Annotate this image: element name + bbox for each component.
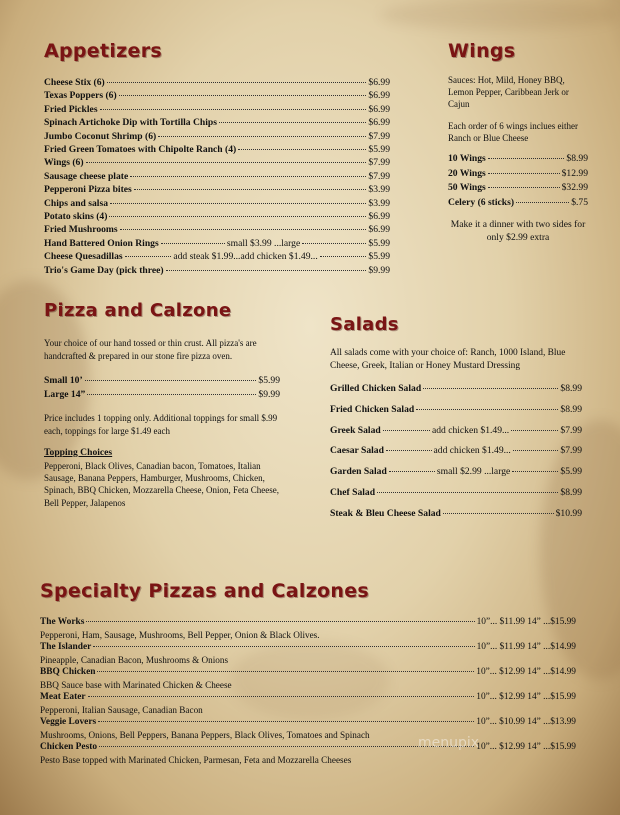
item-price: $7.99 (560, 424, 582, 436)
item-price: $3.99 (368, 197, 390, 209)
item-name: Wings (6) (44, 157, 84, 169)
item-price: $10.99 (555, 507, 582, 519)
item-name: 20 Wings (448, 167, 486, 179)
pizza-size-row (44, 374, 280, 388)
item-price: $6.99 (368, 77, 390, 88)
item-price: $5.99 (368, 251, 390, 263)
wings-list (448, 152, 588, 210)
item-price: $6.99 (368, 90, 390, 102)
salad-row (330, 403, 582, 417)
specialty-name: Veggie Lovers (40, 717, 97, 727)
dot-leader (386, 450, 432, 451)
specialty-row (40, 716, 576, 729)
dot-leader (488, 173, 560, 174)
dot-leader (443, 513, 554, 514)
dot-leader (86, 162, 367, 163)
item-price: $12.99 (561, 167, 588, 179)
item-price: $7.99 (368, 170, 390, 182)
specialty-name: Meat Eater (40, 692, 86, 702)
specialty-row (40, 666, 576, 679)
item-name: Cheese Stix (6) (44, 77, 105, 88)
item-name: Grilled Chicken Salad (330, 383, 422, 394)
wing-row (448, 167, 588, 182)
salad-row (330, 382, 582, 396)
specialty-description: Pepperoni, Italian Sausage, Canadian Bacon (40, 704, 203, 715)
item-extra: add chicken $1.49... (433, 445, 511, 457)
specialty-row (40, 616, 576, 629)
dot-leader (88, 696, 475, 697)
dot-leader (87, 394, 256, 395)
specialty-section (40, 580, 576, 766)
dot-leader (100, 109, 367, 110)
specialty-prices: 10”... $11.99 14” ...$14.99 (476, 642, 576, 652)
specialty-description: Mushrooms, Onions, Bell Peppers, Banana Peppers, Black Olives, Tomatoes and Spinach (40, 729, 370, 740)
dot-leader (107, 82, 367, 83)
item-name: Greek Salad (330, 424, 381, 436)
salad-row (330, 444, 582, 458)
dot-leader (488, 158, 565, 159)
specialty-prices: 10”... $12.99 14” ...$14.99 (476, 667, 576, 677)
item-price: $3.99 (368, 184, 390, 196)
specialty-row (40, 741, 576, 754)
dot-leader (416, 409, 558, 410)
specialty-row (40, 641, 576, 654)
specialty-name: BBQ Chicken (40, 667, 96, 677)
dot-leader (98, 721, 474, 722)
item-price: $.75 (571, 196, 588, 208)
item-name: Chef Salad (330, 486, 376, 498)
salads-intro: All salads come with your choice of: Ranch, 1000 Island, Blue Cheese, Greek, Italian or Honey Mustard Dressing (330, 348, 566, 371)
appetizer-row (44, 76, 390, 89)
specialty-name: The Works (40, 617, 85, 627)
topping-choices-heading: Topping Choices (44, 447, 113, 458)
dot-leader (219, 122, 366, 123)
dot-leader (125, 256, 172, 257)
item-price: $6.99 (368, 211, 390, 223)
dot-leader (85, 380, 257, 381)
item-name: Hand Battered Onion Rings (44, 237, 159, 249)
item-price: $6.99 (368, 224, 390, 236)
item-name: Fried Chicken Salad (330, 403, 415, 415)
appetizer-row (44, 183, 390, 196)
item-name: Garden Salad (330, 466, 387, 478)
specialty-description: BBQ Sauce base with Marinated Chicken & Cheese (40, 679, 232, 690)
item-price: $5.99 (368, 237, 390, 249)
pizza-heading: Pizza and Calzone (44, 300, 232, 321)
dot-leader (377, 492, 558, 493)
specialty-description: Pesto Base topped with Marinated Chicken, Parmesan, Feta and Mozzarella Cheeses (40, 754, 352, 765)
wing-row (448, 181, 588, 196)
wing-row (448, 196, 588, 211)
dot-leader (302, 243, 366, 244)
item-extra: add chicken $1.49... (431, 424, 510, 436)
specialty-description: Pepperoni, Ham, Sausage, Mushrooms, Bell Pepper, Onion & Black Olives. (40, 629, 320, 640)
salad-row (330, 465, 582, 479)
item-name: Small 10’ (44, 375, 83, 386)
dot-leader (86, 621, 474, 622)
pizza-size-row (44, 388, 280, 402)
item-name: Chips and salsa (44, 197, 108, 209)
item-price: $5.99 (368, 144, 390, 156)
dot-leader (109, 216, 366, 217)
item-name: 50 Wings (448, 182, 486, 194)
appetizer-row (44, 103, 390, 116)
dot-leader (158, 136, 366, 137)
specialty-row (40, 691, 576, 704)
appetizer-row (44, 210, 390, 223)
salad-row (330, 424, 582, 438)
item-price: $9.99 (368, 264, 390, 276)
salads-list (330, 382, 582, 521)
specialty-prices: 10”... $12.99 14” ...$15.99 (476, 692, 576, 702)
item-price: $6.99 (368, 117, 390, 129)
appetizer-row (44, 197, 390, 210)
item-name: Cheese Quesadillas (44, 251, 123, 263)
appetizer-row (44, 156, 390, 169)
wings-dinner-note: Make it a dinner with two sides for only $2.99 extra (450, 219, 586, 244)
item-name: Spinach Artichoke Dip with Tortilla Chips (44, 117, 217, 129)
item-price: $7.99 (368, 130, 390, 142)
appetizer-row (44, 250, 390, 263)
item-name: Celery (6 sticks) (448, 196, 515, 208)
item-price: $5.99 (258, 375, 280, 386)
dot-leader (97, 671, 474, 672)
appetizer-row (44, 237, 390, 250)
topping-choices-list: Pepperoni, Black Olives, Canadian bacon, Tomatoes, Italian Sausage, Banana Peppers, Hamburger, Mushrooms, Chicken, Spinach, BBQ Chicken, Mozzarella Cheese, Onion, Feta Cheese, Bell Pepper, Jalapenos (44, 460, 279, 508)
wings-note: Each order of 6 wings inclues either Ranch or Blue Cheese (448, 121, 578, 143)
dot-leader (110, 203, 366, 204)
item-name: Sausage cheese plate (44, 170, 129, 182)
item-price: $32.99 (561, 182, 588, 194)
dot-leader (238, 149, 366, 150)
appetizer-row (44, 223, 390, 236)
appetizer-row (44, 130, 390, 143)
item-name: Fried Green Tomatoes with Chipolte Ranch (4) (44, 144, 237, 156)
item-name: Jumbo Coconut Shrimp (6) (44, 130, 157, 142)
pizza-toppings-note: Price includes 1 topping only. Additional toppings for small $.99 each, toppings for large $1.49 each (44, 413, 278, 436)
item-name: Trio's Game Day (pick three) (44, 264, 164, 276)
item-name: Caesar Salad (330, 445, 384, 457)
dot-leader (134, 189, 367, 190)
item-name: Large 14” (44, 389, 86, 400)
wing-row (448, 152, 588, 167)
specialty-name: The Islander (40, 642, 92, 652)
item-price: $9.99 (258, 389, 280, 400)
dot-leader (516, 202, 569, 203)
specialty-heading: Specialty Pizzas and Calzones (40, 580, 370, 602)
wings-heading: Wings (448, 40, 516, 62)
appetizer-row (44, 170, 390, 183)
dot-leader (423, 388, 558, 389)
dot-leader (511, 430, 558, 431)
appetizer-row (44, 143, 390, 156)
dot-leader (130, 176, 366, 177)
item-name: Fried Pickles (44, 103, 98, 115)
dot-leader (166, 270, 367, 271)
item-extra: small $2.99 ...large (436, 466, 511, 478)
pizza-section (44, 300, 280, 509)
item-name: Pepperoni Pizza bites (44, 184, 132, 196)
item-name: Potato skins (4) (44, 211, 108, 223)
appetizer-row (44, 264, 390, 277)
dot-leader (488, 187, 560, 188)
dot-leader (512, 471, 558, 472)
dot-leader (320, 256, 367, 257)
appetizers-section (44, 40, 390, 277)
dot-leader (93, 646, 474, 647)
dot-leader (383, 430, 430, 431)
wings-section (448, 40, 588, 244)
appetizers-heading: Appetizers (44, 40, 163, 62)
pizza-size-list (44, 374, 280, 402)
specialty-description: Pineapple, Canadian Bacon, Mushrooms & Onions (40, 654, 229, 665)
appetizers-list (44, 76, 390, 277)
item-price: $8.99 (566, 153, 588, 164)
salads-section (330, 314, 582, 528)
specialty-list (40, 616, 576, 766)
item-price: $8.99 (560, 486, 582, 498)
dot-leader (120, 229, 367, 230)
specialty-prices: 10”... $11.99 14” ...$15.99 (476, 617, 576, 627)
dot-leader (119, 95, 367, 96)
item-price: $7.99 (368, 157, 390, 169)
appetizer-row (44, 89, 390, 102)
item-price: $5.99 (560, 466, 582, 478)
appetizer-row (44, 116, 390, 129)
stain (380, 0, 620, 30)
pizza-intro: Your choice of our hand tossed or thin crust. All pizza's are handcrafted & prepared in our stone fire pizza oven. (44, 338, 257, 361)
salad-row (330, 486, 582, 500)
dot-leader (513, 450, 559, 451)
item-name: Fried Mushrooms (44, 224, 118, 236)
specialty-prices: 10”... $12.99 14” ...$15.99 (476, 742, 576, 752)
item-price: $7.99 (560, 445, 583, 457)
item-name: Texas Poppers (6) (44, 90, 117, 102)
item-price: $8.99 (560, 403, 582, 415)
specialty-name: Chicken Pesto (40, 742, 98, 752)
item-name: 10 Wings (448, 153, 486, 164)
specialty-prices: 10”... $10.99 14” ...$13.99 (476, 717, 576, 727)
item-price: $8.99 (560, 383, 582, 394)
salad-row (330, 507, 582, 521)
item-extra: add steak $1.99...add chicken $1.49... (173, 251, 318, 263)
watermark: menupix (418, 735, 480, 751)
item-price: $6.99 (368, 103, 390, 115)
item-extra: small $3.99 ...large (226, 237, 301, 249)
wings-sauces: Sauces: Hot, Mild, Honey BBQ, Lemon Pepper, Caribbean Jerk or Cajun (448, 75, 569, 109)
item-name: Steak & Bleu Cheese Salad (330, 507, 441, 519)
dot-leader (161, 243, 225, 244)
salads-heading: Salads (330, 314, 399, 335)
dot-leader (389, 471, 435, 472)
